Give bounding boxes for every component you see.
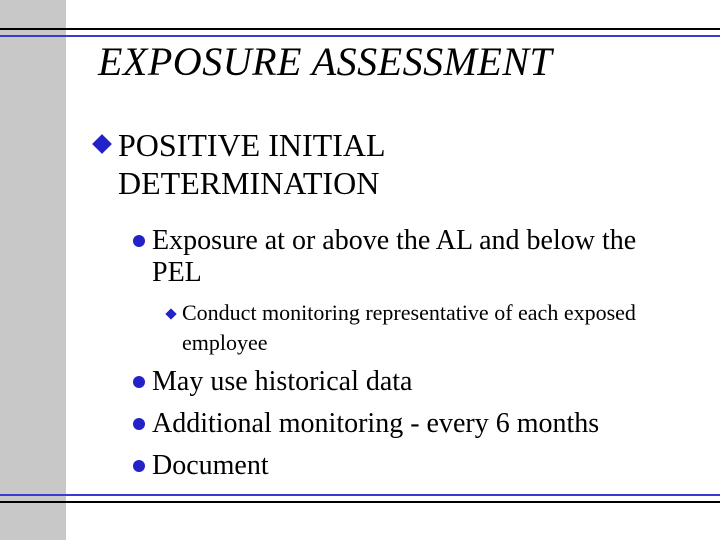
left-sidebar-band xyxy=(0,0,66,540)
bullet-document: Document xyxy=(152,450,269,481)
main-bullet-line1: POSITIVE INITIAL xyxy=(118,127,386,163)
diamond-bullet-icon xyxy=(165,308,176,319)
sub-sub-bullet-line2: employee xyxy=(182,330,268,355)
bullet-monitoring: Additional monitoring - every 6 months xyxy=(152,408,600,439)
bullet-historical: May use historical data xyxy=(152,366,413,397)
sub-bullet-line1: Exposure at or above the AL and below the xyxy=(152,225,637,256)
round-bullet-icon xyxy=(133,418,145,430)
diamond-bullet-icon xyxy=(92,134,112,154)
main-bullet-line2: DETERMINATION xyxy=(118,165,380,201)
sub-bullet-line2: PEL xyxy=(152,257,202,288)
round-bullet-icon xyxy=(133,235,145,247)
slide-title: EXPOSURE ASSESSMENT xyxy=(98,39,553,84)
sub-sub-bullet-line1: Conduct monitoring representative of each exposed xyxy=(182,300,636,325)
round-bullet-icon xyxy=(133,460,145,472)
round-bullet-icon xyxy=(133,376,145,388)
